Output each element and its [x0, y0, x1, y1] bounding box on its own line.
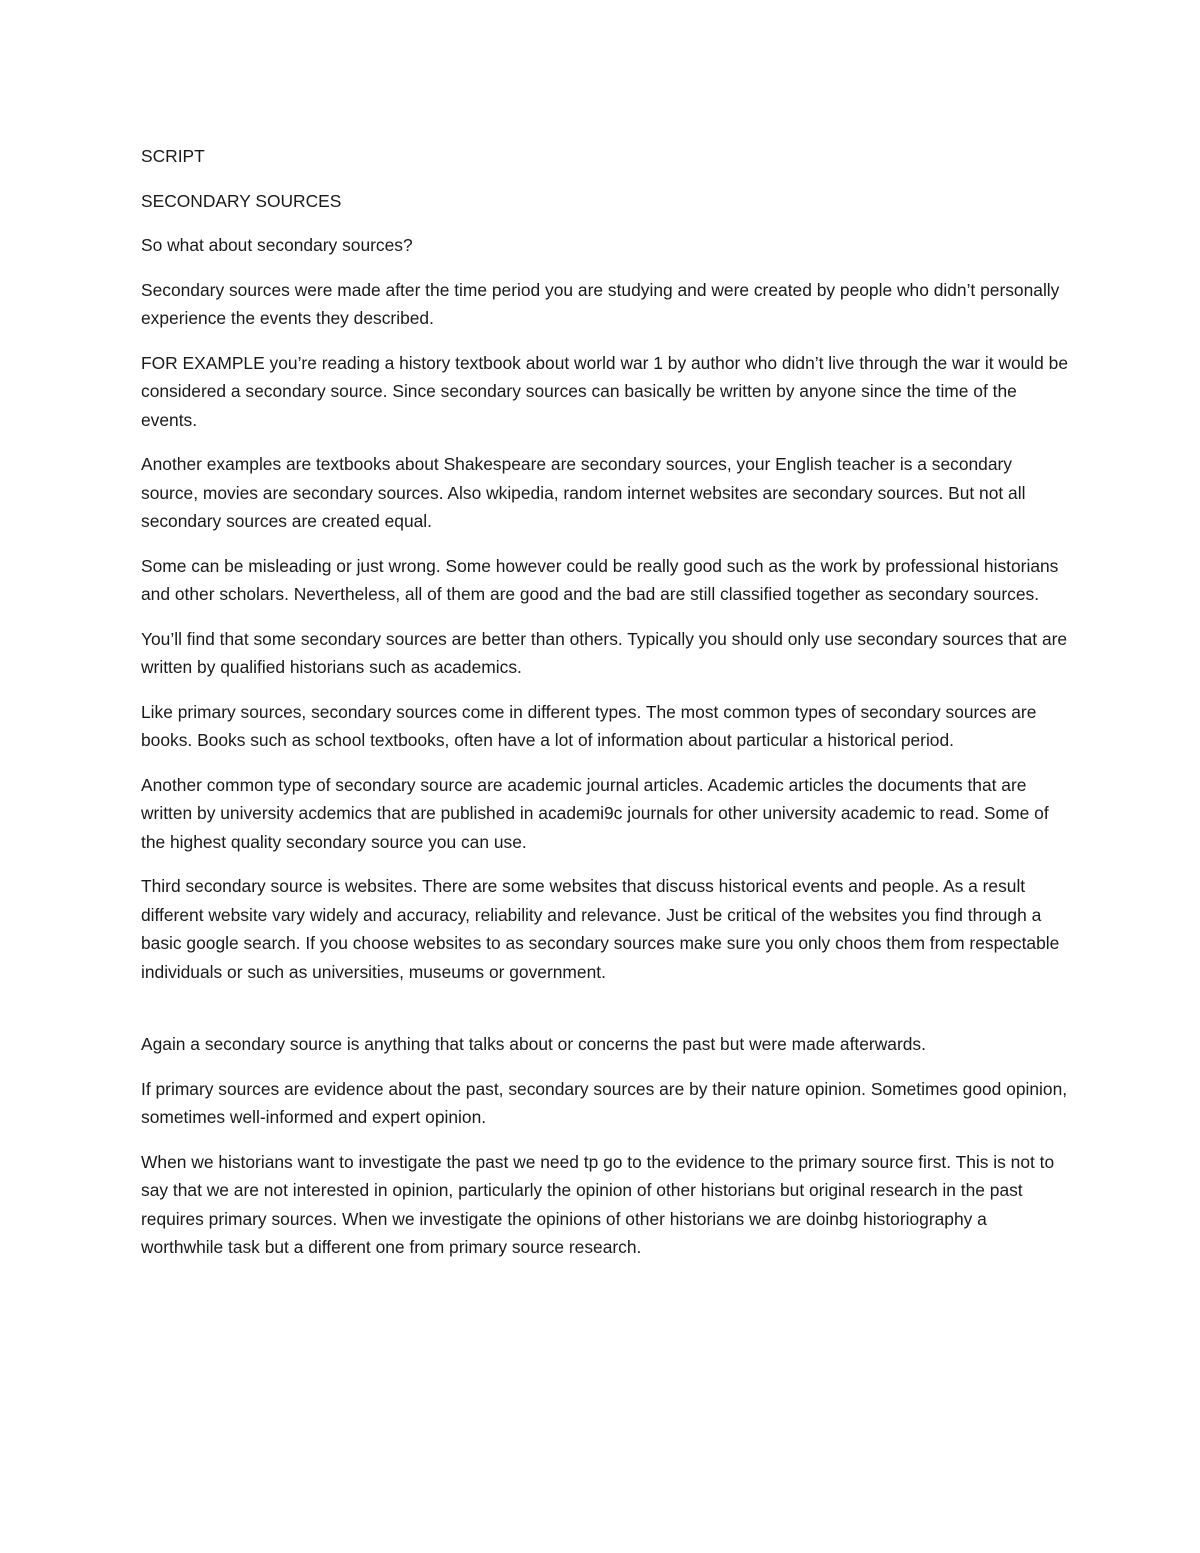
paragraph: FOR EXAMPLE you’re reading a history textbook about world war 1 by author who didn’t live through the war it would be considered a secondary source. Since secondary sources can basically be written by anyone since the time of the events. [141, 352, 1069, 430]
paragraph: Third secondary source is websites. There are some websites that discuss historical events and people. As a result different website vary widely and accuracy, reliability and relevance. Just be critical of the websites you find through a basic google search. If you choose websites to as secondary sources make sure you only choos them from respectable individuals or such as universities, museums or government. [141, 876, 1060, 982]
document-title: SCRIPT [141, 146, 205, 166]
paragraph: So what about secondary sources? [141, 235, 413, 255]
document-body [141, 142, 1071, 1278]
paragraph: Another examples are textbooks about Shakespeare are secondary sources, your English teacher is a secondary source, movies are secondary sources. Also wkipedia, random internet websites are secondary sources. But not all secondary sources are created equal. [141, 454, 1026, 531]
paragraph: You’ll find that some secondary sources are better than others. Typically you should only use secondary sources that are written by qualified historians such as academics. [141, 628, 1068, 677]
paragraph: When we historians want to investigate the past we need tp go to the evidence to the primary source first. This is not to say that we are not interested in opinion, particularly the opinion of other historians but original research in the past requires primary sources. When we investigate the opinions of other historians we are doinbg historiography a worthwhile task but a different one from primary source research. [141, 1151, 1055, 1257]
document-subtitle: SECONDARY SOURCES [141, 190, 342, 211]
paragraph: Secondary sources were made after the time period you are studying and were created by people who didn’t personally experience the events they described. [141, 279, 1060, 328]
paragraph: Another common type of secondary source are academic journal articles. Academic articles the documents that are written by university acdemics that are published in academi9c journals for other university academic to read. Some of the highest quality secondary source you can use. [141, 774, 1049, 852]
paragraph: If primary sources are evidence about the past, secondary sources are by their nature opinion. Sometimes good opinion, sometimes well-informed and expert opinion. [141, 1078, 1068, 1127]
paragraph: Some can be misleading or just wrong. Some however could be really good such as the work by professional historians and other scholars. Nevertheless, all of them are good and the bad are still classified together as secondary sources. [141, 555, 1059, 604]
paragraph: Again a secondary source is anything that talks about or concerns the past but were made afterwards. [141, 1034, 926, 1054]
paragraph: Like primary sources, secondary sources come in different types. The most common types of secondary sources are books. Books such as school textbooks, often have a lot of information about particular a historical period. [141, 701, 1037, 750]
